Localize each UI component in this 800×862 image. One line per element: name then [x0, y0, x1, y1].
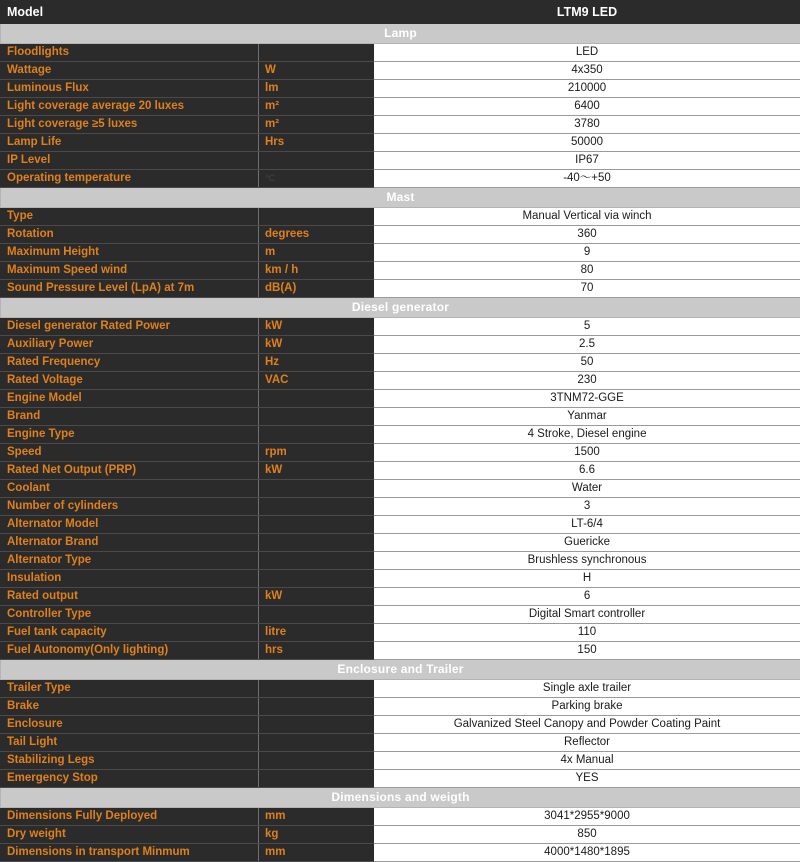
spec-value: 6 [374, 588, 800, 606]
spec-label: Engine Model [1, 390, 259, 408]
table-row [1, 680, 800, 698]
spec-value: Digital Smart controller [374, 606, 800, 624]
table-row [1, 480, 800, 498]
model-value: LTM9 LED [374, 1, 800, 24]
spec-unit [259, 570, 374, 588]
spec-value: Parking brake [374, 698, 800, 716]
table-row [1, 280, 800, 298]
table-row [1, 770, 800, 788]
spec-unit: litre [259, 624, 374, 642]
table-row [1, 336, 800, 354]
spec-value: H [374, 570, 800, 588]
spec-unit: m² [259, 116, 374, 134]
spec-value: 360 [374, 226, 800, 244]
section-title: Lamp [1, 24, 800, 44]
spec-value: 3041*2955*9000 [374, 808, 800, 826]
section-title: Mast [1, 188, 800, 208]
spec-value: 3TNM72-GGE [374, 390, 800, 408]
table-row [1, 462, 800, 480]
spec-label: Rated output [1, 588, 259, 606]
section-header-row [1, 788, 800, 808]
spec-label: Diesel generator Rated Power [1, 318, 259, 336]
spec-label: Luminous Flux [1, 80, 259, 98]
spec-unit [259, 552, 374, 570]
spec-label: Type [1, 208, 259, 226]
spec-value: Brushless synchronous [374, 552, 800, 570]
spec-label: Trailer Type [1, 680, 259, 698]
spec-value: LT-6/4 [374, 516, 800, 534]
table-row [1, 208, 800, 226]
spec-label: Dry weight [1, 826, 259, 844]
spec-unit [259, 390, 374, 408]
spec-unit [259, 480, 374, 498]
spec-unit [259, 680, 374, 698]
spec-unit [259, 516, 374, 534]
table-row [1, 588, 800, 606]
spec-value: 6.6 [374, 462, 800, 480]
section-title: Diesel generator [1, 298, 800, 318]
spec-label: Light coverage ≥5 luxes [1, 116, 259, 134]
table-row [1, 516, 800, 534]
table-row [1, 152, 800, 170]
spec-unit [259, 606, 374, 624]
spec-value: Water [374, 480, 800, 498]
table-row [1, 844, 800, 862]
spec-label: Lamp Life [1, 134, 259, 152]
spec-value: IP67 [374, 152, 800, 170]
spec-label: Insulation [1, 570, 259, 588]
spec-value: 850 [374, 826, 800, 844]
spec-label: Tail Light [1, 734, 259, 752]
spec-value: Manual Vertical via winch [374, 208, 800, 226]
spec-label: Emergency Stop [1, 770, 259, 788]
spec-value: YES [374, 770, 800, 788]
table-row [1, 734, 800, 752]
spec-value: 110 [374, 624, 800, 642]
section-header-row [1, 298, 800, 318]
spec-unit: m² [259, 98, 374, 116]
table-row [1, 62, 800, 80]
table-row [1, 262, 800, 280]
table-row [1, 642, 800, 660]
spec-value: 4x Manual [374, 752, 800, 770]
spec-unit [259, 716, 374, 734]
table-row [1, 390, 800, 408]
spec-label: Light coverage average 20 luxes [1, 98, 259, 116]
table-row [1, 408, 800, 426]
spec-value: LED [374, 44, 800, 62]
spec-unit [259, 770, 374, 788]
spec-unit: lm [259, 80, 374, 98]
spec-label: Maximum Height [1, 244, 259, 262]
spec-label: Controller Type [1, 606, 259, 624]
spec-label: Alternator Type [1, 552, 259, 570]
spec-label: Sound Pressure Level (LpA) at 7m [1, 280, 259, 298]
spec-value: -40～+50 [374, 170, 800, 188]
spec-unit: degrees [259, 226, 374, 244]
spec-unit: kW [259, 336, 374, 354]
spec-value: 5 [374, 318, 800, 336]
spec-value: 6400 [374, 98, 800, 116]
table-row [1, 752, 800, 770]
table-row [1, 570, 800, 588]
spec-unit [259, 44, 374, 62]
spec-value: Guericke [374, 534, 800, 552]
spec-value: 2.5 [374, 336, 800, 354]
spec-label: Floodlights [1, 44, 259, 62]
spec-label: Rated Net Output (PRP) [1, 462, 259, 480]
spec-unit [259, 208, 374, 226]
spec-label: Brake [1, 698, 259, 716]
spec-value: 150 [374, 642, 800, 660]
spec-unit: kW [259, 588, 374, 606]
spec-label: Wattage [1, 62, 259, 80]
spec-unit: W [259, 62, 374, 80]
spec-label: Fuel Autonomy(Only lighting) [1, 642, 259, 660]
table-row [1, 498, 800, 516]
table-row [1, 444, 800, 462]
spec-unit: VAC [259, 372, 374, 390]
spec-value: 3 [374, 498, 800, 516]
spec-value: 50 [374, 354, 800, 372]
table-row [1, 372, 800, 390]
table-row [1, 134, 800, 152]
spec-unit: kW [259, 462, 374, 480]
spec-unit: kg [259, 826, 374, 844]
spec-unit: mm [259, 808, 374, 826]
spec-label: Alternator Model [1, 516, 259, 534]
spec-value: 4x350 [374, 62, 800, 80]
spec-unit [259, 426, 374, 444]
spec-label: Rated Voltage [1, 372, 259, 390]
spec-label: Engine Type [1, 426, 259, 444]
spec-label: Fuel tank capacity [1, 624, 259, 642]
spec-unit: hrs [259, 642, 374, 660]
spec-value: 3780 [374, 116, 800, 134]
spec-value: 9 [374, 244, 800, 262]
table-row [1, 44, 800, 62]
table-row [1, 244, 800, 262]
table-header-row [1, 1, 800, 24]
spec-label: Auxiliary Power [1, 336, 259, 354]
table-row [1, 98, 800, 116]
table-row [1, 698, 800, 716]
spec-unit: rpm [259, 444, 374, 462]
spec-unit: dB(A) [259, 280, 374, 298]
spec-unit [259, 152, 374, 170]
spec-value: 4000*1480*1895 [374, 844, 800, 862]
table-row [1, 354, 800, 372]
spec-value: Galvanized Steel Canopy and Powder Coating Paint [374, 716, 800, 734]
spec-unit [259, 534, 374, 552]
section-header-row [1, 24, 800, 44]
spec-unit: ℃ [259, 170, 374, 188]
spec-label: IP Level [1, 152, 259, 170]
spec-label: Number of cylinders [1, 498, 259, 516]
table-row [1, 116, 800, 134]
table-row [1, 318, 800, 336]
spec-label: Stabilizing Legs [1, 752, 259, 770]
table-row [1, 226, 800, 244]
table-row [1, 552, 800, 570]
table-row [1, 606, 800, 624]
spec-unit [259, 698, 374, 716]
table-row [1, 534, 800, 552]
spec-unit [259, 752, 374, 770]
spec-value: 230 [374, 372, 800, 390]
spec-value: 1500 [374, 444, 800, 462]
model-label: Model [1, 1, 374, 24]
spec-label: Alternator Brand [1, 534, 259, 552]
table-row [1, 624, 800, 642]
spec-value: 210000 [374, 80, 800, 98]
spec-label: Rotation [1, 226, 259, 244]
spec-label: Dimensions in transport Minmum [1, 844, 259, 862]
table-row [1, 716, 800, 734]
spec-value: 70 [374, 280, 800, 298]
spec-unit: mm [259, 844, 374, 862]
section-header-row [1, 188, 800, 208]
spec-value: Yanmar [374, 408, 800, 426]
table-row [1, 170, 800, 188]
section-title: Enclosure and Trailer [1, 660, 800, 680]
spec-label: Maximum Speed wind [1, 262, 259, 280]
spec-unit: Hrs [259, 134, 374, 152]
section-title: Dimensions and weigth [1, 788, 800, 808]
spec-unit: m [259, 244, 374, 262]
spec-table-body [1, 1, 800, 862]
spec-label: Rated Frequency [1, 354, 259, 372]
spec-label: Speed [1, 444, 259, 462]
spec-unit: km / h [259, 262, 374, 280]
spec-label: Operating temperature [1, 170, 259, 188]
section-header-row [1, 660, 800, 680]
spec-label: Brand [1, 408, 259, 426]
spec-value: 80 [374, 262, 800, 280]
spec-value: 50000 [374, 134, 800, 152]
spec-value: Single axle trailer [374, 680, 800, 698]
table-row [1, 80, 800, 98]
table-row [1, 426, 800, 444]
spec-value: Reflector [374, 734, 800, 752]
spec-value: 4 Stroke, Diesel engine [374, 426, 800, 444]
spec-unit [259, 498, 374, 516]
spec-label: Dimensions Fully Deployed [1, 808, 259, 826]
spec-label: Coolant [1, 480, 259, 498]
table-row [1, 808, 800, 826]
spec-label: Enclosure [1, 716, 259, 734]
spec-unit: Hz [259, 354, 374, 372]
spec-unit: kW [259, 318, 374, 336]
table-row [1, 826, 800, 844]
spec-unit [259, 408, 374, 426]
spec-unit [259, 734, 374, 752]
